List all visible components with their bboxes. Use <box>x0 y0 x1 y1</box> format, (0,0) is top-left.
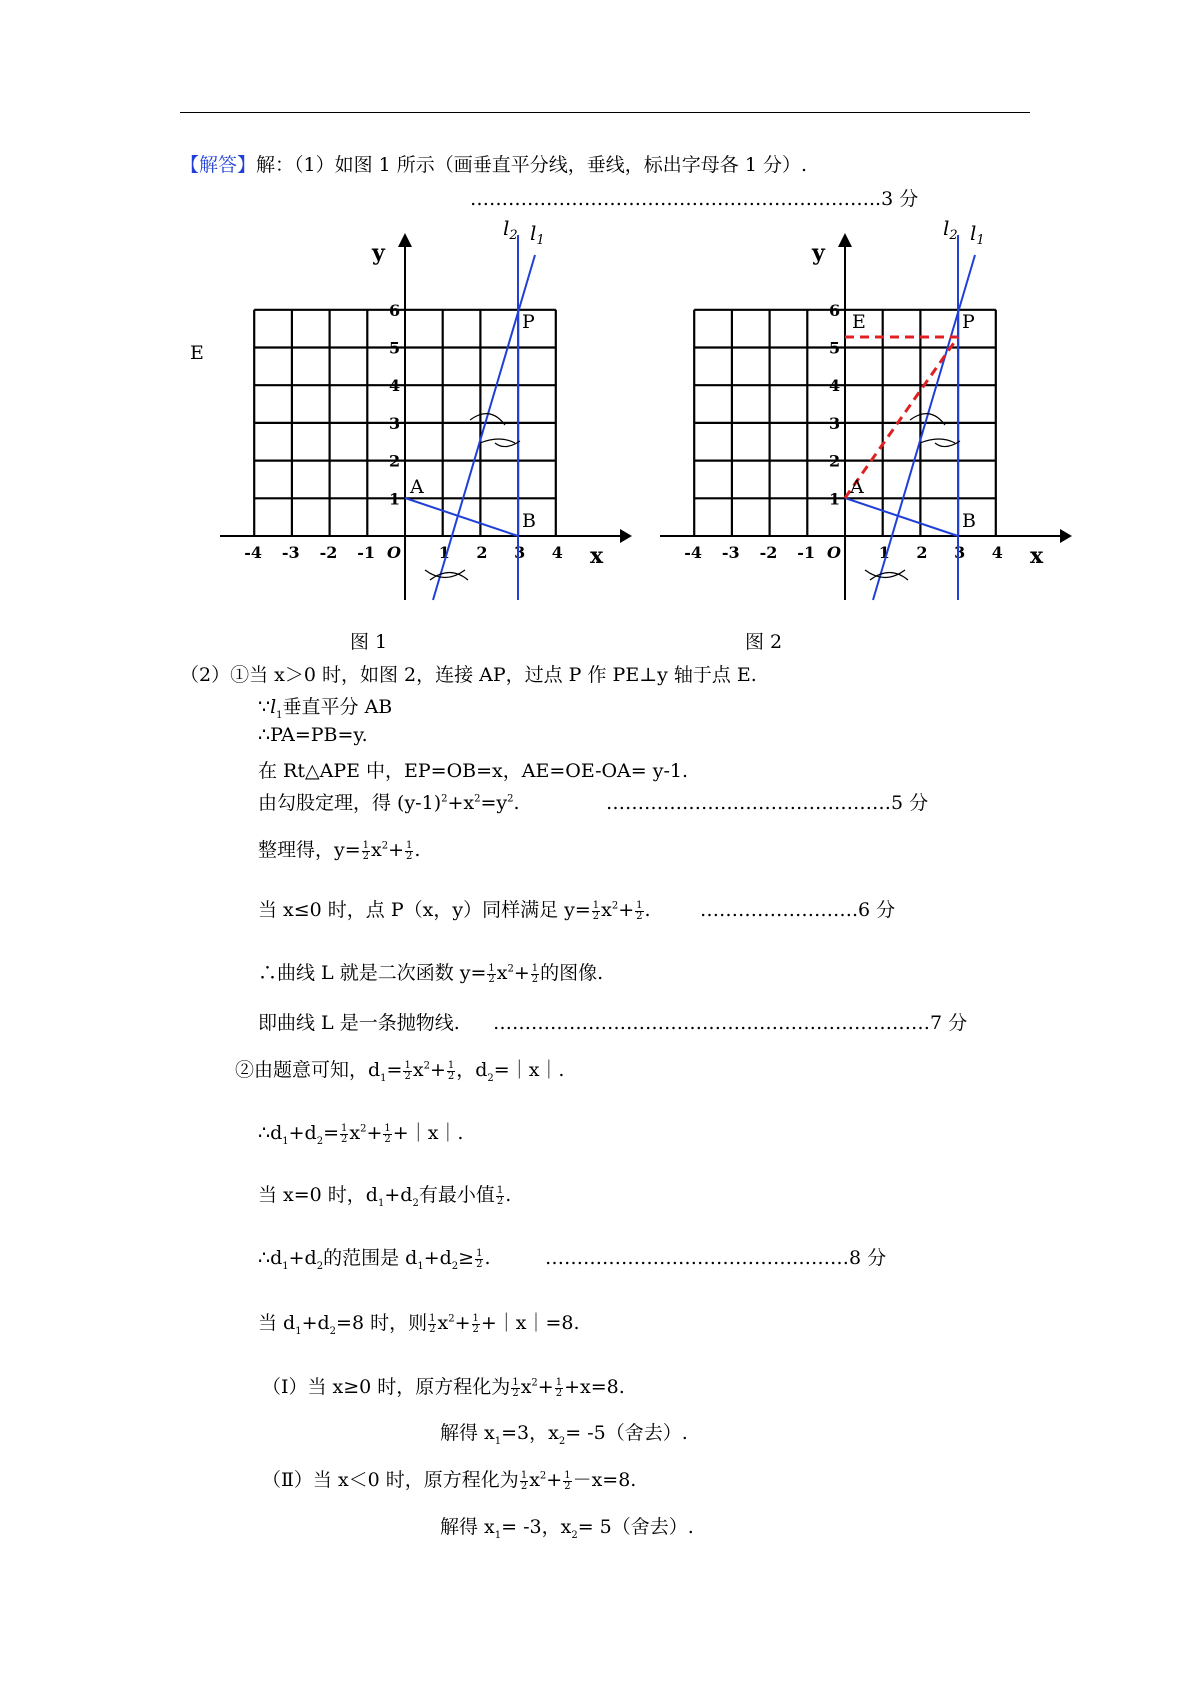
header-rule <box>180 112 1030 113</box>
score-7: ……………………………………………………………7 分 <box>493 1012 968 1034</box>
p2-line-10: ②由题意可知，$d_1=$ $\frac{1}{2}$ $x^2+$ $\frac{1}{2}$ ，$d_2=|x|$. <box>235 1059 565 1084</box>
fraction-half: $\frac{1}{2}$ <box>564 1469 571 1492</box>
l1-label: $l_1$ <box>530 221 545 248</box>
margin-letter: E <box>190 342 204 364</box>
point-a-label: A <box>850 476 864 498</box>
x-axis-label: x <box>590 543 604 569</box>
x-tick-label: 1 <box>438 543 450 562</box>
fraction-half: $\frac{1}{2}$ <box>476 1247 483 1270</box>
fraction-half: $\frac{1}{2}$ <box>404 1059 411 1082</box>
y-tick-label: 4 <box>389 376 401 396</box>
y-tick-label: 4 <box>829 376 841 396</box>
x-arrow <box>620 529 632 543</box>
p2-line-1: （2）①当 x＞0 时，如图 2，连接 AP，过点 P 作 PE⊥y 轴于点 E. <box>180 664 757 686</box>
x-tick-label: 2 <box>476 543 488 562</box>
x-ticks <box>244 543 563 562</box>
arc <box>425 570 465 578</box>
y-arrow <box>398 233 412 247</box>
fraction-half: $\frac{1}{2}$ <box>472 1312 479 1335</box>
x-ticks <box>684 543 1003 562</box>
fraction-half: $\frac{1}{2}$ <box>555 1376 563 1399</box>
p2-line-15: （Ⅰ）当 x≥0 时，原方程化为 $\frac{1}{2}$ $x^2+$ $\frac{1}{2}$ +x=8. <box>262 1376 625 1399</box>
score-6: …………………….6 分 <box>700 899 896 921</box>
p2-line-2: $\because l_1$垂直平分 AB <box>258 696 393 721</box>
segment-ap-dashed <box>845 337 958 498</box>
x-tick-label: 4 <box>991 543 1003 562</box>
p2-line-7: 当 x≤0 时，点 P（x，y）同样满足 y= $\frac{1}{2}$ $x^2+$ $\frac{1}{2}$ . <box>258 899 651 922</box>
fraction-half: $\frac{1}{2}$ <box>447 1059 455 1082</box>
caption-fig2: 图 2 <box>745 631 783 653</box>
x-tick-label: -3 <box>281 543 300 562</box>
x-axis-label: x <box>1030 543 1044 569</box>
fraction-half: $\frac{1}{2}$ <box>341 1122 348 1145</box>
x-tick-label: O <box>387 543 401 562</box>
y-tick-label: 6 <box>829 300 841 320</box>
y-tick-label: 1 <box>829 489 841 509</box>
y-tick-label: 3 <box>829 413 841 433</box>
fraction-half: $\frac{1}{2}$ <box>429 1312 436 1335</box>
y-tick-label: 2 <box>389 451 401 471</box>
fraction-half: $\frac{1}{2}$ <box>384 1122 391 1145</box>
l2-label: $l_2$ <box>503 216 518 243</box>
arc <box>430 573 468 581</box>
x-tick-label: 2 <box>916 543 928 562</box>
y-tick-label: 5 <box>829 338 841 358</box>
p2-line-17: （Ⅱ）当 x＜0 时，原方程化为 $\frac{1}{2}$ $x^2+$ $\frac{1}{2}$ －x=8. <box>262 1469 637 1492</box>
x-tick-label: 1 <box>878 543 890 562</box>
arc <box>935 441 960 447</box>
fraction-half: $\frac{1}{2}$ <box>496 1184 504 1207</box>
y-tick-label: 1 <box>389 489 401 509</box>
y-axis-label: y <box>372 240 385 266</box>
point-p-label: P <box>962 311 975 333</box>
p2-line-5: 由勾股定理，得 $(y-1)^2+x^2=y^2$. <box>258 792 520 814</box>
x-arrow <box>1060 529 1072 543</box>
caption-fig1: 图 1 <box>350 631 388 653</box>
p2-line-11: $\therefore d_1+d_2=$ $\frac{1}{2}$ $x^2+$ $\frac{1}{2}$ +｜x｜. <box>258 1122 464 1147</box>
p2-line-9: 即曲线 L 是一条抛物线. <box>258 1012 460 1034</box>
x-tick-label: 3 <box>954 543 966 562</box>
y-tick-label: 2 <box>829 451 841 471</box>
y-ticks <box>829 301 840 509</box>
p2-line-3: ∴PA=PB=y. <box>258 724 368 746</box>
y-tick-label: 3 <box>389 413 401 433</box>
answer-intro: 解：（1）如图 1 所示（画垂直平分线，垂线，标出字母各 1 分）. <box>256 154 807 176</box>
p2-line-6: 整理得，y= $\frac{1}{2}$ $x^2+$ $\frac{1}{2}$ . <box>258 839 421 862</box>
x-tick-label: -3 <box>721 543 740 562</box>
x-tick-label: 3 <box>514 543 526 562</box>
score-3: ………………………………………………………..3 分 <box>470 188 919 210</box>
point-p-label: P <box>522 311 535 333</box>
point-e-label: E <box>852 311 866 333</box>
fraction-half: $\frac{1}{2}$ <box>531 962 539 985</box>
score-8: …………………………………………8 分 <box>545 1247 887 1269</box>
p2-line-13: $\therefore d_1+d_2$的范围是 $d_1+d_2\ge$ $\frac{1}{2}$ . <box>258 1247 491 1272</box>
x-tick-label: -4 <box>244 543 262 562</box>
arc <box>920 439 955 443</box>
figure-1 <box>200 215 640 620</box>
p2-line-14: 当 $d_1+d_2=8$ 时，则 $\frac{1}{2}$ $x^2+$ $\frac{1}{2}$ +｜x｜=8. <box>258 1312 580 1337</box>
arc <box>865 570 905 578</box>
score-5: ………………………………………5 分 <box>606 792 929 814</box>
l2-label: $l_2$ <box>943 216 958 243</box>
x-tick-label: -2 <box>759 543 778 562</box>
arc <box>870 573 908 581</box>
p2-line-16: 解得 $x_1=3$，$x_2= -5$（舍去）. <box>440 1422 688 1447</box>
y-tick-label: 6 <box>389 300 401 320</box>
fraction-half: $\frac{1}{2}$ <box>406 839 413 862</box>
x-tick-label: 4 <box>551 543 563 562</box>
arc <box>495 441 520 447</box>
fraction-half: $\frac{1}{2}$ <box>520 1469 528 1492</box>
y-ticks <box>389 301 400 509</box>
y-arrow <box>838 233 852 247</box>
p2-line-8: ∴曲线 L 就是二次函数 y= $\frac{1}{2}$ $x^2+$ $\frac{1}{2}$ 的图像. <box>258 962 604 985</box>
fraction-half: $\frac{1}{2}$ <box>592 899 600 922</box>
x-tick-label: -1 <box>357 543 376 562</box>
x-tick-label: -2 <box>319 543 338 562</box>
p2-line-4: 在 Rt△APE 中，EP=OB=x，AE=OE-OA= y-1. <box>258 760 689 782</box>
y-axis-label: y <box>812 240 825 266</box>
point-b-label: B <box>962 510 976 532</box>
x-tick-label: -1 <box>797 543 816 562</box>
figure-2 <box>640 215 1080 620</box>
answer-tag: 【解答】 <box>180 154 257 176</box>
fraction-half: $\frac{1}{2}$ <box>636 899 643 922</box>
point-a-label: A <box>410 476 424 498</box>
p2-line-12: 当 x=0 时，$d_1+d_2$有最小值 $\frac{1}{2}$ . <box>258 1184 512 1209</box>
p2-line-18: 解得 $x_1= -3$，$x_2= 5$（舍去）. <box>440 1516 694 1541</box>
fraction-half: $\frac{1}{2}$ <box>512 1376 519 1399</box>
l1-label: $l_1$ <box>970 221 985 248</box>
point-b-label: B <box>522 510 536 532</box>
answer-header <box>180 150 807 177</box>
y-tick-label: 5 <box>389 338 401 358</box>
x-tick-label: O <box>827 543 841 562</box>
arc <box>480 439 515 443</box>
fraction-half: $\frac{1}{2}$ <box>362 839 370 862</box>
fraction-half: $\frac{1}{2}$ <box>488 962 495 985</box>
x-tick-label: -4 <box>684 543 702 562</box>
